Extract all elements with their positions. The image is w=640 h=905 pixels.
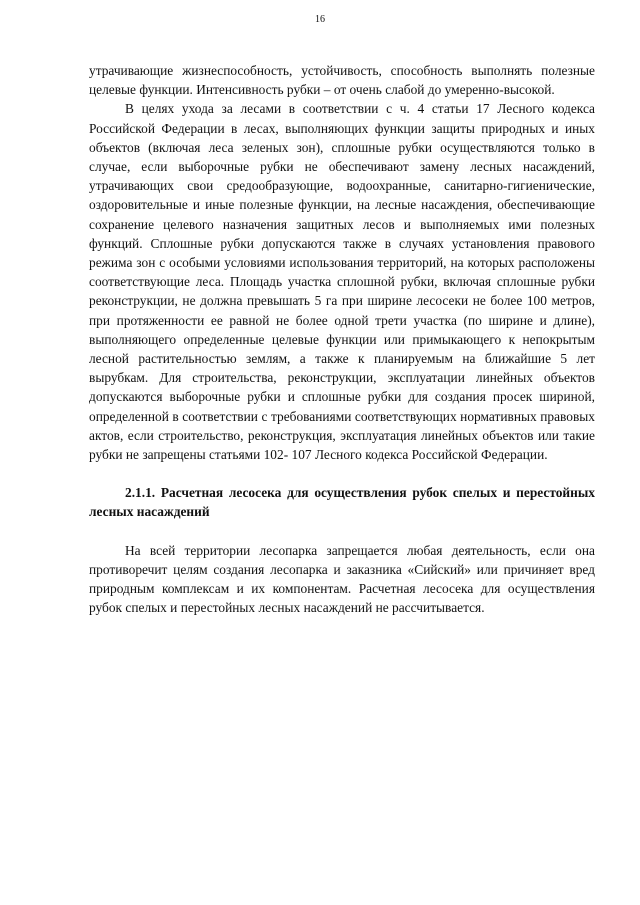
paragraph-forest-park-restrictions: На всей территории лесопарка запрещается любая деятельность, если она противоречит целям создания лесопарка и заказника «Сийский» или причиняет вред природным комплексам и их компонентам. Расчетная лесосека для осуществления рубок спелых и перестойных лесных насаждений не рассчитывается. [89, 542, 595, 616]
document-body [89, 61, 595, 617]
page-number: 16 [315, 14, 325, 25]
paragraph-continuation: утрачивающие жизнеспособность, устойчивость, способность выполнять полезные целевые функции. Интенсивность рубки – от очень слабой до умеренно-высокой. [89, 63, 595, 98]
section-heading: 2.1.1. Расчетная лесосека для осуществления рубок спелых и перестойных лесных насаждений [89, 485, 595, 520]
paragraph-clear-cutting-rules: В целях ухода за лесами в соответствии с ч. 4 статьи 17 Лесного кодекса Российской Федерации в лесах, выполняющих функции защиты природных и иных объектов (включая леса зеленых зон), сплошные рубки осуществляются только в случае, если выборочные рубки не обеспечивают замену лесных насаждений, утрачивающих свои средообразующие, водоохранные, санитарно-гигиенические, оздоровительные и иные полезные функции, на лесные насаждения, обеспечивающие сохранение целевого назначения защитных лесов и выполняемых ими полезных функций. Сплошные рубки допускаются также в случаях установления правового режима зон с особыми условиями использования территорий, на которых расположены соответствующие леса. Площадь участка сплошной рубки, включая сплошные рубки реконструкции, не должна превышать 5 га при ширине лесосеки не более 100 метров, при протяженности ее равной не более одной трети участка (по ширине и длине), выполняющего определенные целевые функции или примыкающего к непокрытым лесной растительностью землям, а также к планируемым на ближайшие 5 лет вырубкам. Для строительства, реконструкции, эксплуатации линейных объектов допускаются выборочные рубки и сплошные рубки для создания просек шириной, определенной в соответствии с требованиями соответствующих нормативных правовых актов, если строительство, реконструкция, эксплуатация линейных объектов или такие рубки не запрещены статьями 102- 107 Лесного кодекса Российской Федерации. [89, 101, 595, 463]
